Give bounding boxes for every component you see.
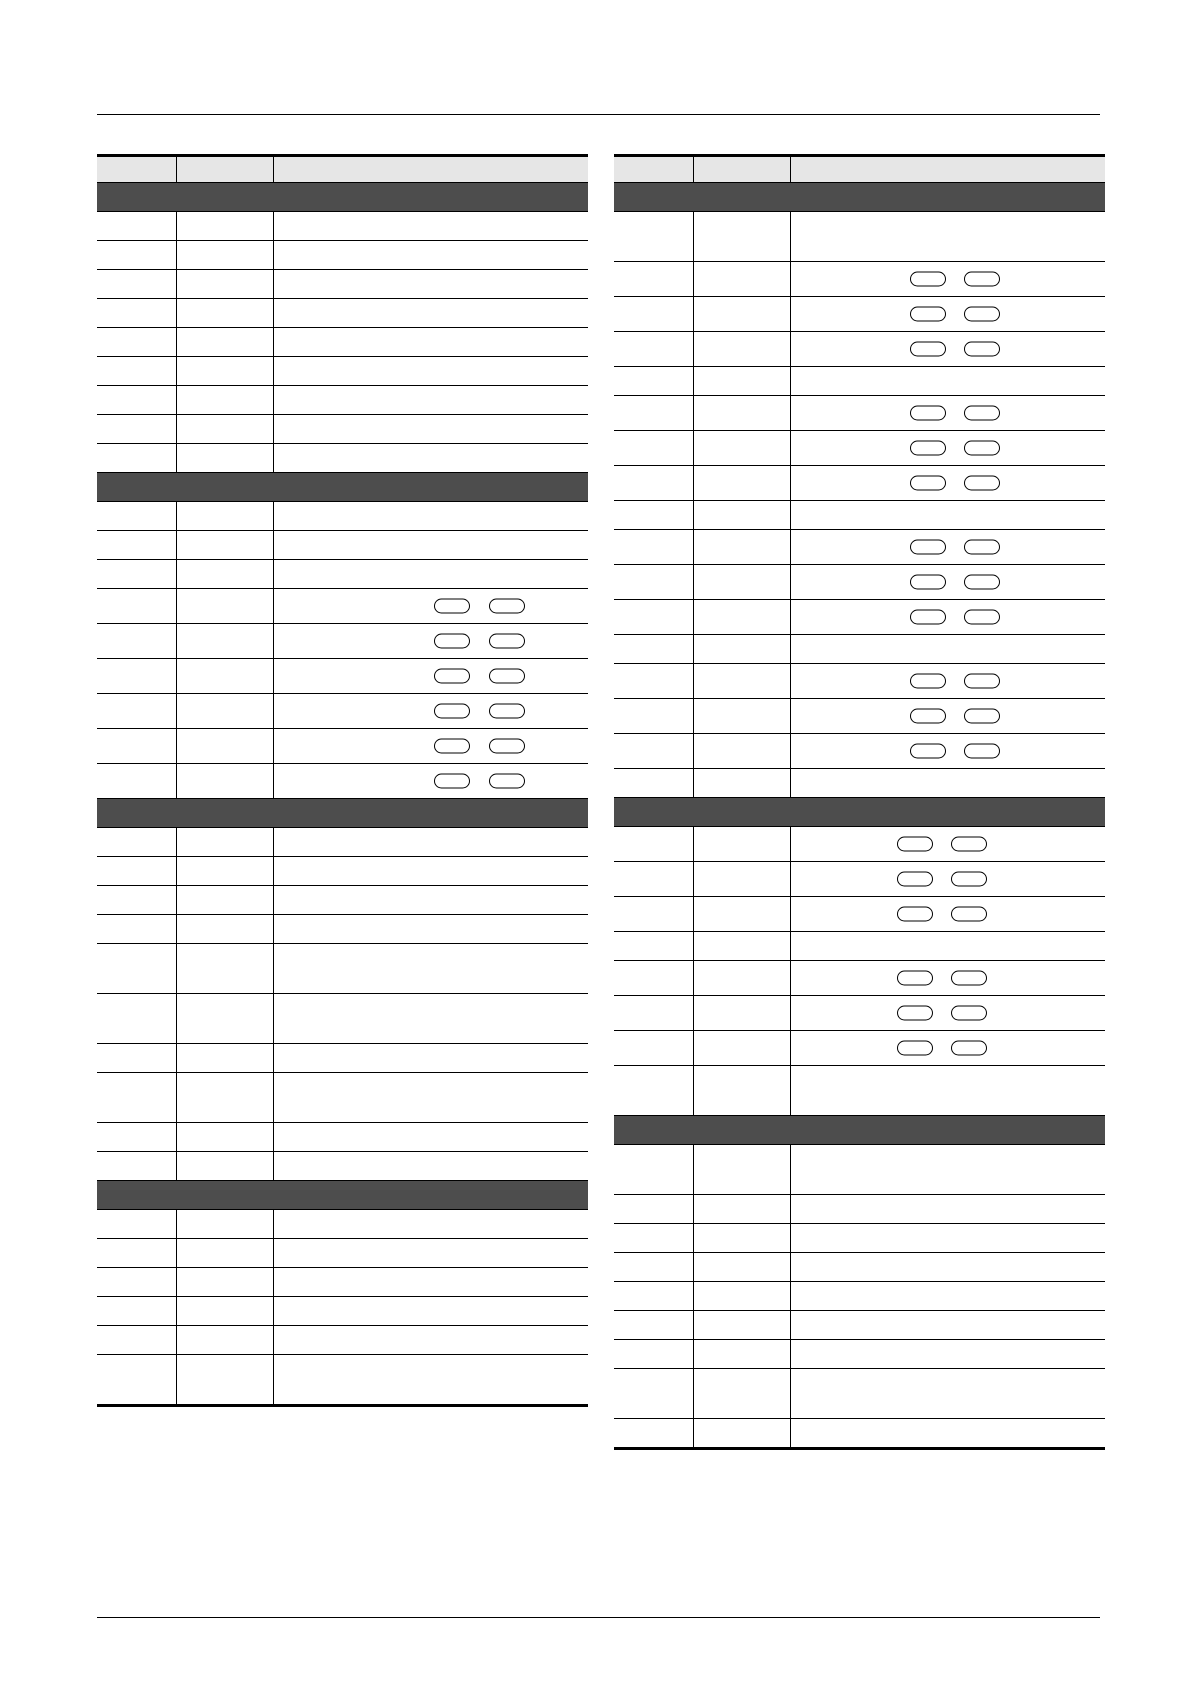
- header-rule: [97, 114, 1100, 115]
- column-separator: [273, 1297, 274, 1325]
- column-separator: [273, 212, 274, 240]
- table-row: [97, 915, 588, 944]
- column-separator: [273, 1326, 274, 1354]
- table-row: [97, 1355, 588, 1407]
- column-separator: [176, 241, 177, 269]
- first-button-key-icon: [434, 704, 470, 719]
- table-row: [614, 297, 1105, 332]
- column-separator: [176, 944, 177, 993]
- column-separator: [176, 1355, 177, 1404]
- second-button-key-icon: [964, 709, 1000, 724]
- column-separator: [790, 1311, 791, 1339]
- table-row: [614, 932, 1105, 961]
- second-button-key-icon: [489, 774, 525, 789]
- column-separator: [176, 1044, 177, 1072]
- column-separator: [273, 1268, 274, 1296]
- table-row: [614, 1311, 1105, 1340]
- button-key-pair: [614, 744, 1105, 759]
- button-key-pair: [614, 1006, 1105, 1021]
- column-separator: [790, 635, 791, 663]
- second-button-key-icon: [489, 634, 525, 649]
- first-button-key-icon: [910, 709, 946, 724]
- first-button-key-icon: [910, 406, 946, 421]
- column-separator: [790, 769, 791, 797]
- first-button-key-icon: [434, 774, 470, 789]
- table-row: [97, 1268, 588, 1297]
- table-row: [97, 994, 588, 1044]
- button-key-pair: [614, 709, 1105, 724]
- table-row: [97, 694, 588, 729]
- table-row: [614, 1369, 1105, 1419]
- column-separator: [693, 769, 694, 797]
- table-row: [614, 600, 1105, 635]
- button-key-pair: [614, 1041, 1105, 1056]
- table-row: [97, 1044, 588, 1073]
- button-key-pair: [614, 610, 1105, 625]
- table-row: [97, 560, 588, 589]
- column-separator: [693, 1066, 694, 1115]
- table-row: [614, 1224, 1105, 1253]
- table-row: [614, 396, 1105, 431]
- column-separator: [273, 1123, 274, 1151]
- table-row: [614, 367, 1105, 396]
- column-separator: [176, 1297, 177, 1325]
- table-row: [97, 444, 588, 473]
- table-row: [614, 897, 1105, 932]
- table-header-row: [614, 154, 1105, 183]
- column-separator: [273, 886, 274, 914]
- first-button-key-icon: [434, 739, 470, 754]
- table-row: [97, 531, 588, 560]
- column-separator: [176, 502, 177, 530]
- column-separator: [176, 270, 177, 298]
- table-row: [614, 635, 1105, 664]
- column-separator: [273, 1210, 274, 1238]
- column-separator: [176, 915, 177, 943]
- table-row: [97, 1123, 588, 1152]
- table-row: [614, 530, 1105, 565]
- table-row: [97, 1326, 588, 1355]
- second-button-key-icon: [951, 907, 987, 922]
- table-row: [97, 1073, 588, 1123]
- first-button-key-icon: [910, 744, 946, 759]
- second-button-key-icon: [489, 739, 525, 754]
- table-row: [614, 734, 1105, 769]
- table-row: [97, 1297, 588, 1326]
- first-button-key-icon: [910, 307, 946, 322]
- column-separator: [273, 828, 274, 856]
- column-separator: [273, 444, 274, 472]
- table-row: [614, 1253, 1105, 1282]
- table-row: [97, 1152, 588, 1181]
- column-separator: [790, 1195, 791, 1223]
- column-separator: [790, 1145, 791, 1194]
- button-key-pair: [614, 307, 1105, 322]
- column-separator: [176, 157, 177, 182]
- group-header-bar: [614, 798, 1105, 827]
- second-button-key-icon: [964, 441, 1000, 456]
- second-button-key-icon: [964, 272, 1000, 287]
- column-separator: [273, 502, 274, 530]
- column-separator: [790, 501, 791, 529]
- first-button-key-icon: [910, 575, 946, 590]
- table-row: [614, 501, 1105, 530]
- column-separator: [790, 367, 791, 395]
- button-key-pair: [97, 669, 588, 684]
- table-row: [97, 886, 588, 915]
- table-row: [97, 270, 588, 299]
- right-parameter-table: [614, 154, 1105, 1450]
- group-header-bar: [614, 183, 1105, 212]
- table-row: [614, 1145, 1105, 1195]
- button-key-pair: [614, 907, 1105, 922]
- column-separator: [693, 1195, 694, 1223]
- table-row: [97, 1239, 588, 1268]
- table-row: [614, 332, 1105, 367]
- button-key-pair: [614, 540, 1105, 555]
- second-button-key-icon: [951, 837, 987, 852]
- column-separator: [273, 357, 274, 385]
- first-button-key-icon: [910, 342, 946, 357]
- column-separator: [176, 1268, 177, 1296]
- table-row: [614, 1031, 1105, 1066]
- table-row: [614, 565, 1105, 600]
- second-button-key-icon: [964, 610, 1000, 625]
- column-separator: [273, 328, 274, 356]
- table-row: [614, 262, 1105, 297]
- table-row: [97, 828, 588, 857]
- column-separator: [176, 1210, 177, 1238]
- column-separator: [273, 1073, 274, 1122]
- column-separator: [273, 915, 274, 943]
- button-key-pair: [614, 674, 1105, 689]
- column-separator: [176, 444, 177, 472]
- table-row: [97, 944, 588, 994]
- first-button-key-icon: [434, 669, 470, 684]
- table-row: [97, 415, 588, 444]
- second-button-key-icon: [964, 476, 1000, 491]
- first-button-key-icon: [910, 272, 946, 287]
- column-separator: [273, 157, 274, 182]
- first-button-key-icon: [434, 634, 470, 649]
- button-key-pair: [97, 634, 588, 649]
- button-key-pair: [614, 406, 1105, 421]
- column-separator: [176, 328, 177, 356]
- table-row: [614, 699, 1105, 734]
- column-separator: [790, 1419, 791, 1447]
- table-row: [614, 862, 1105, 897]
- footer-rule: [97, 1617, 1100, 1618]
- table-row: [614, 961, 1105, 996]
- table-row: [614, 827, 1105, 862]
- table-row: [614, 1340, 1105, 1369]
- column-separator: [693, 1224, 694, 1252]
- column-separator: [790, 1369, 791, 1418]
- second-button-key-icon: [489, 599, 525, 614]
- column-separator: [790, 1282, 791, 1310]
- column-separator: [273, 857, 274, 885]
- column-separator: [693, 635, 694, 663]
- column-separator: [790, 157, 791, 182]
- second-button-key-icon: [964, 744, 1000, 759]
- column-separator: [693, 367, 694, 395]
- first-button-key-icon: [897, 1006, 933, 1021]
- column-separator: [273, 386, 274, 414]
- first-button-key-icon: [897, 907, 933, 922]
- second-button-key-icon: [951, 872, 987, 887]
- table-row: [97, 357, 588, 386]
- first-button-key-icon: [910, 540, 946, 555]
- table-row: [97, 212, 588, 241]
- table-row: [614, 1066, 1105, 1116]
- column-separator: [273, 944, 274, 993]
- column-separator: [273, 1355, 274, 1404]
- column-separator: [176, 415, 177, 443]
- column-separator: [693, 1282, 694, 1310]
- column-separator: [790, 1340, 791, 1368]
- column-separator: [273, 994, 274, 1043]
- first-button-key-icon: [434, 599, 470, 614]
- table-row: [614, 466, 1105, 501]
- column-separator: [273, 415, 274, 443]
- group-header-bar: [97, 473, 588, 502]
- column-separator: [273, 1152, 274, 1180]
- second-button-key-icon: [951, 1041, 987, 1056]
- column-separator: [693, 1340, 694, 1368]
- column-separator: [693, 1369, 694, 1418]
- column-separator: [790, 932, 791, 960]
- column-separator: [273, 560, 274, 588]
- column-separator: [693, 1311, 694, 1339]
- table-row: [97, 386, 588, 415]
- column-separator: [790, 1253, 791, 1281]
- column-separator: [693, 501, 694, 529]
- first-button-key-icon: [897, 1041, 933, 1056]
- first-button-key-icon: [910, 674, 946, 689]
- second-button-key-icon: [964, 406, 1000, 421]
- second-button-key-icon: [964, 575, 1000, 590]
- button-key-pair: [97, 704, 588, 719]
- table-row: [97, 659, 588, 694]
- table-row: [97, 299, 588, 328]
- table-row: [614, 431, 1105, 466]
- button-key-pair: [97, 739, 588, 754]
- second-button-key-icon: [964, 307, 1000, 322]
- table-row: [97, 328, 588, 357]
- column-separator: [693, 1145, 694, 1194]
- first-button-key-icon: [897, 971, 933, 986]
- column-separator: [176, 357, 177, 385]
- table-row: [97, 729, 588, 764]
- table-row: [97, 241, 588, 270]
- table-row: [614, 664, 1105, 699]
- second-button-key-icon: [964, 540, 1000, 555]
- group-header-bar: [97, 1181, 588, 1210]
- first-button-key-icon: [910, 476, 946, 491]
- table-header-row: [97, 154, 588, 183]
- column-separator: [273, 270, 274, 298]
- column-separator: [273, 299, 274, 327]
- group-header-bar: [97, 799, 588, 828]
- second-button-key-icon: [489, 704, 525, 719]
- column-separator: [176, 828, 177, 856]
- table-row: [97, 1210, 588, 1239]
- group-header-bar: [97, 183, 588, 212]
- table-row: [97, 502, 588, 531]
- column-separator: [790, 212, 791, 261]
- column-separator: [176, 386, 177, 414]
- column-separator: [693, 1419, 694, 1447]
- first-button-key-icon: [910, 441, 946, 456]
- first-button-key-icon: [897, 872, 933, 887]
- column-separator: [176, 857, 177, 885]
- second-button-key-icon: [964, 674, 1000, 689]
- column-separator: [693, 1253, 694, 1281]
- table-row: [614, 1282, 1105, 1311]
- table-row: [97, 857, 588, 886]
- button-key-pair: [614, 441, 1105, 456]
- button-key-pair: [614, 872, 1105, 887]
- table-row: [614, 1195, 1105, 1224]
- column-separator: [790, 1066, 791, 1115]
- column-separator: [790, 1224, 791, 1252]
- column-separator: [176, 994, 177, 1043]
- group-header-bar: [614, 1116, 1105, 1145]
- column-separator: [176, 886, 177, 914]
- second-button-key-icon: [489, 669, 525, 684]
- first-button-key-icon: [897, 837, 933, 852]
- second-button-key-icon: [964, 342, 1000, 357]
- first-button-key-icon: [910, 610, 946, 625]
- button-key-pair: [614, 837, 1105, 852]
- button-key-pair: [614, 272, 1105, 287]
- column-separator: [176, 531, 177, 559]
- second-button-key-icon: [951, 971, 987, 986]
- column-separator: [176, 212, 177, 240]
- table-row: [614, 212, 1105, 262]
- second-button-key-icon: [951, 1006, 987, 1021]
- column-separator: [176, 299, 177, 327]
- column-separator: [176, 1073, 177, 1122]
- column-separator: [273, 531, 274, 559]
- column-separator: [693, 932, 694, 960]
- column-separator: [176, 1123, 177, 1151]
- table-row: [97, 624, 588, 659]
- table-row: [614, 996, 1105, 1031]
- button-key-pair: [614, 342, 1105, 357]
- button-key-pair: [614, 971, 1105, 986]
- column-separator: [176, 1239, 177, 1267]
- column-separator: [176, 1152, 177, 1180]
- column-separator: [176, 560, 177, 588]
- column-separator: [176, 1326, 177, 1354]
- button-key-pair: [97, 774, 588, 789]
- table-row: [614, 769, 1105, 798]
- button-key-pair: [97, 599, 588, 614]
- column-separator: [273, 1044, 274, 1072]
- button-key-pair: [614, 575, 1105, 590]
- left-parameter-table: [97, 154, 588, 1407]
- table-row: [97, 764, 588, 799]
- column-separator: [273, 1239, 274, 1267]
- column-separator: [273, 241, 274, 269]
- column-separator: [693, 212, 694, 261]
- table-row: [97, 589, 588, 624]
- button-key-pair: [614, 476, 1105, 491]
- table-row: [614, 1419, 1105, 1450]
- column-separator: [693, 157, 694, 182]
